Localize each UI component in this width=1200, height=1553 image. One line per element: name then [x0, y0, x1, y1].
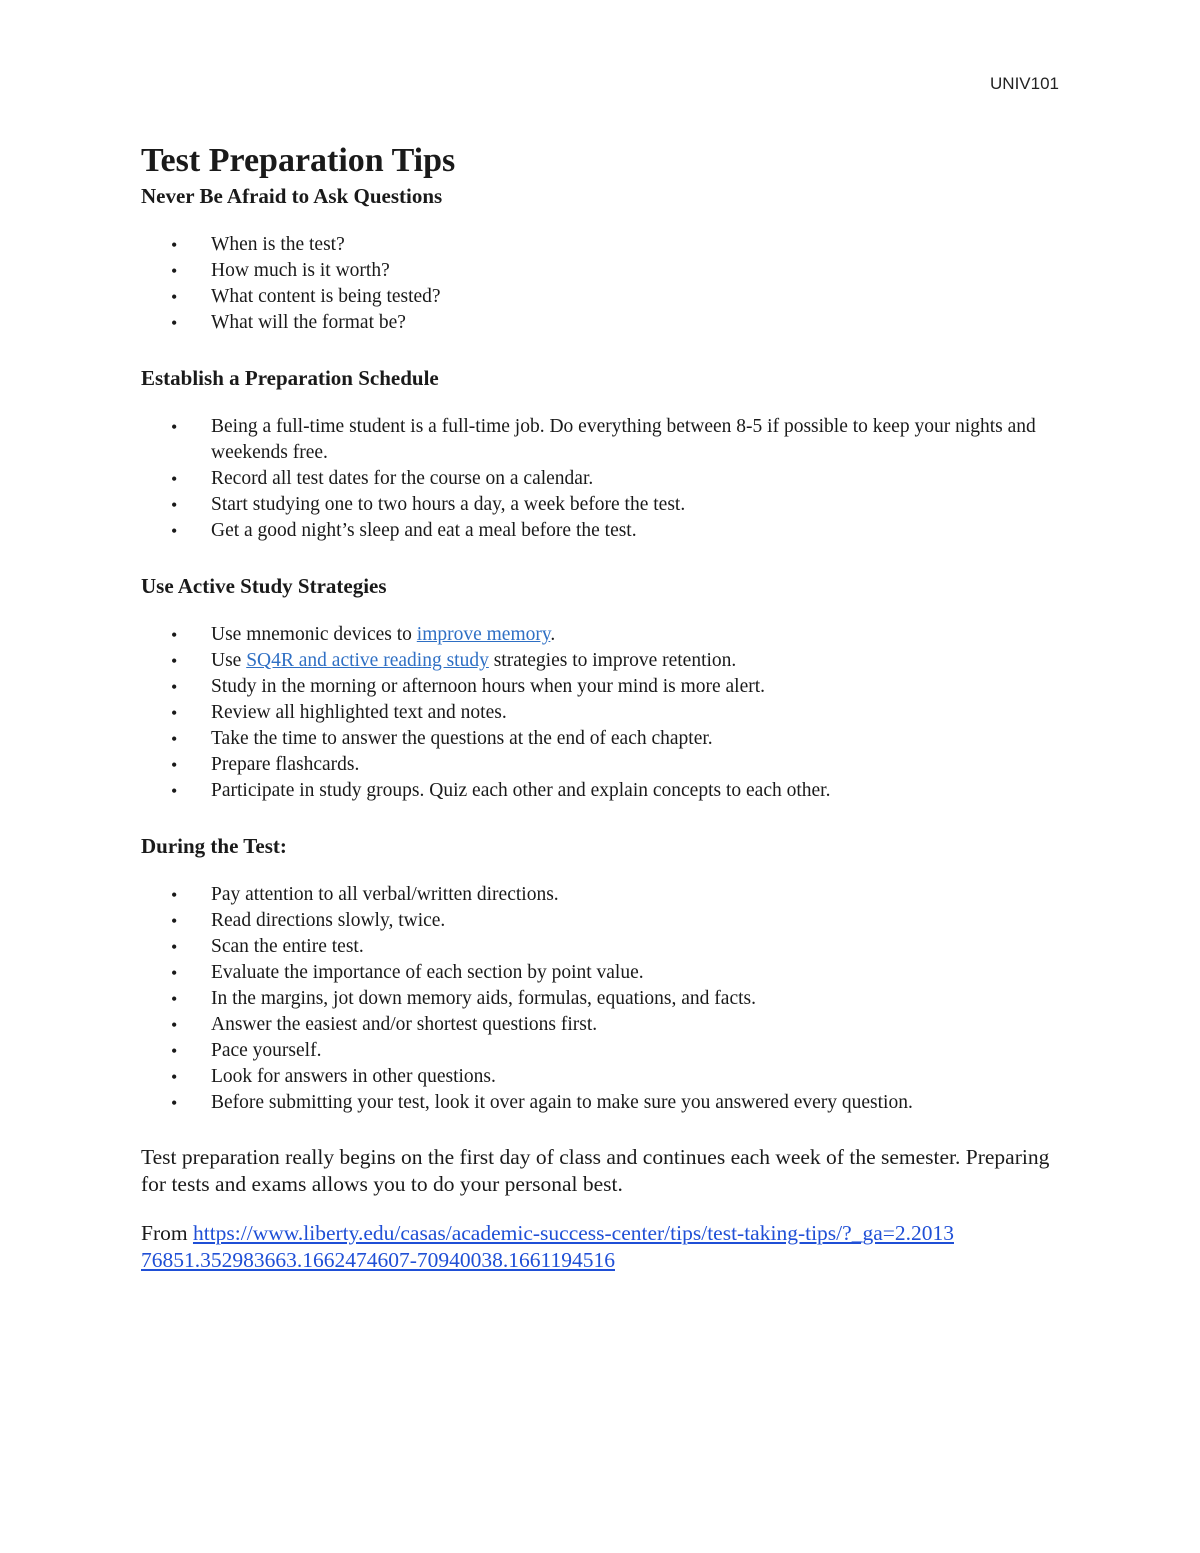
bullet-icon: •	[171, 235, 178, 255]
list-item: • Use mnemonic devices to improve memory.	[141, 622, 1061, 648]
source-citation: From https://www.liberty.edu/casas/academic-success-center/tips/test-taking-tips/?_ga=2.201376851.352983663.1662474607-70940038.1661194516	[141, 1220, 954, 1272]
list-item: • Pace yourself.	[141, 1038, 1061, 1064]
list-item: • What will the format be?	[141, 310, 1061, 336]
bullet-icon: •	[171, 521, 178, 541]
bullet-icon: •	[171, 469, 178, 489]
list-item: • In the margins, jot down memory aids, formulas, equations, and facts.	[141, 986, 1061, 1012]
preparation-schedule-list	[141, 414, 1061, 544]
section-heading-ask-questions: Never Be Afraid to Ask Questions	[141, 184, 443, 208]
bullet-icon: •	[171, 625, 178, 645]
bullet-icon: •	[171, 781, 178, 801]
list-item: • Get a good night’s sleep and eat a meal before the test.	[141, 518, 1061, 544]
bullet-icon: •	[171, 417, 178, 437]
bullet-icon: •	[171, 677, 178, 697]
bullet-icon: •	[171, 287, 178, 307]
bullet-icon: •	[171, 703, 178, 723]
bullet-icon: •	[171, 989, 178, 1009]
bullet-icon: •	[171, 1015, 178, 1035]
list-item: • Use SQ4R and active reading study strategies to improve retention.	[141, 648, 1061, 674]
list-item: • Participate in study groups. Quiz each other and explain concepts to each other.	[141, 778, 1061, 804]
bullet-icon: •	[171, 313, 178, 333]
bullet-icon: •	[171, 911, 178, 931]
bullet-icon: •	[171, 651, 178, 671]
list-item: • Before submitting your test, look it over again to make sure you answered every question.	[141, 1090, 1061, 1116]
closing-paragraph: Test preparation really begins on the first day of class and continues each week of the semester. Preparing for tests and exams allows you to do your personal best.	[141, 1145, 1050, 1196]
document-body	[141, 140, 1061, 1295]
list-item: • Scan the entire test.	[141, 934, 1061, 960]
bullet-icon: •	[171, 963, 178, 983]
list-item: • Start studying one to two hours a day, a week before the test.	[141, 492, 1061, 518]
section-heading-preparation-schedule: Establish a Preparation Schedule	[141, 366, 439, 390]
section-heading-active-study: Use Active Study Strategies	[141, 574, 387, 598]
sq4r-active-reading-link[interactable]: SQ4R and active reading study	[246, 650, 489, 671]
bullet-icon: •	[171, 261, 178, 281]
bullet-icon: •	[171, 729, 178, 749]
improve-memory-link[interactable]: improve memory	[416, 624, 551, 645]
list-item: • Answer the easiest and/or shortest questions first.	[141, 1012, 1061, 1038]
bullet-icon: •	[171, 755, 178, 775]
bullet-icon: •	[171, 885, 178, 905]
bullet-icon: •	[171, 495, 178, 515]
bullet-icon: •	[171, 1041, 178, 1061]
list-item: • Study in the morning or afternoon hours when your mind is more alert.	[141, 674, 1061, 700]
list-item: • Prepare flashcards.	[141, 752, 1061, 778]
list-item: • Pay attention to all verbal/written directions.	[141, 882, 1061, 908]
list-item: • Look for answers in other questions.	[141, 1064, 1061, 1090]
list-item: • Evaluate the importance of each section by point value.	[141, 960, 1061, 986]
section-heading-during-test: During the Test:	[141, 834, 287, 858]
list-item: • Record all test dates for the course on a calendar.	[141, 466, 1061, 492]
list-item: • What content is being tested?	[141, 284, 1061, 310]
bullet-icon: •	[171, 1093, 178, 1113]
list-item: • Review all highlighted text and notes.	[141, 700, 1061, 726]
list-item: • When is the test?	[141, 232, 1061, 258]
list-item: • Read directions slowly, twice.	[141, 908, 1061, 934]
source-url-link[interactable]: https://www.liberty.edu/casas/academic-success-center/tips/test-taking-tips/?_ga=2.201376851.352983663.1662474607-70940038.1661194516	[141, 1220, 954, 1272]
ask-questions-list	[141, 232, 1061, 336]
list-item: • How much is it worth?	[141, 258, 1061, 284]
during-test-list	[141, 882, 1061, 1116]
course-code-header: UNIV101	[990, 74, 1059, 93]
document-title: Test Preparation Tips	[141, 142, 456, 179]
list-item: • Being a full-time student is a full-time job. Do everything between 8-5 if possible to keep your nights and weekends free.	[171, 416, 1036, 463]
bullet-icon: •	[171, 1067, 178, 1087]
active-study-list	[141, 622, 1061, 804]
list-item: • Take the time to answer the questions at the end of each chapter.	[141, 726, 1061, 752]
bullet-icon: •	[171, 937, 178, 957]
